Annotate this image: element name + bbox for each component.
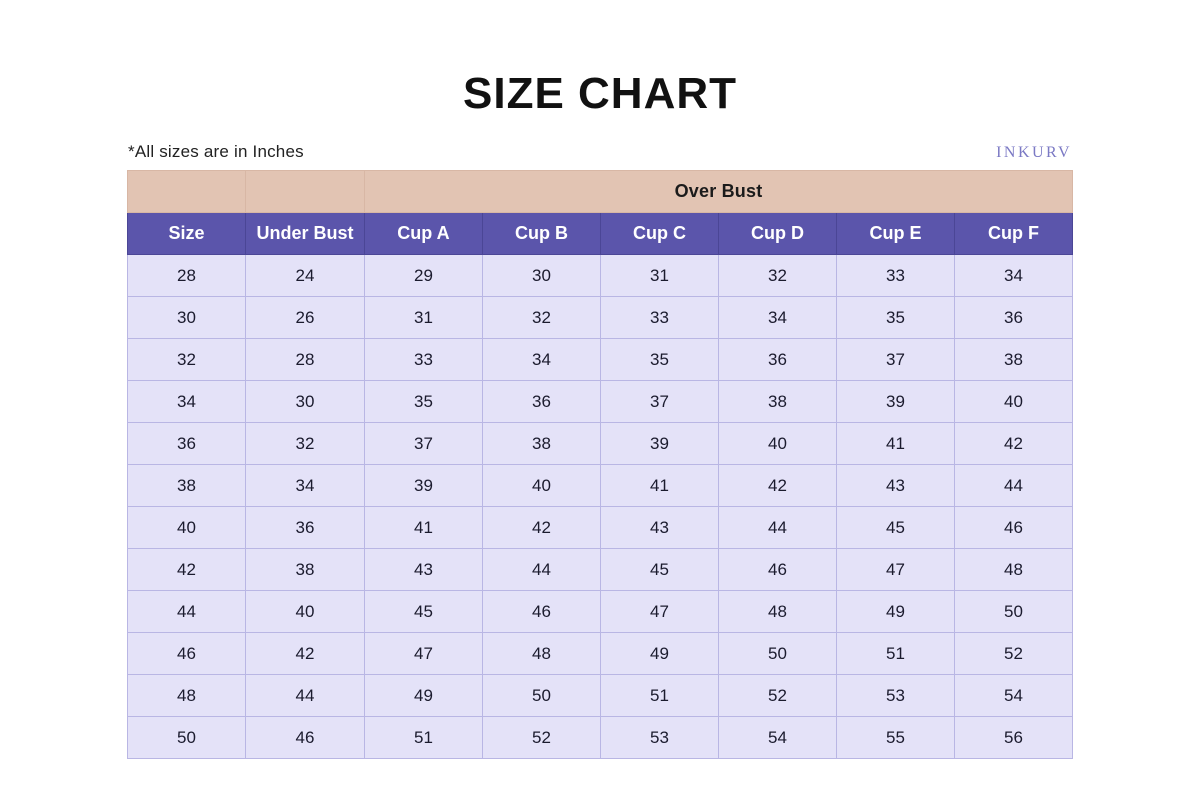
- page-title: SIZE CHART: [463, 69, 737, 118]
- cell-cup-f: 46: [954, 507, 1072, 549]
- cell-cup-c: 39: [600, 423, 718, 465]
- cell-cup-d: 46: [718, 549, 836, 591]
- cell-under-bust: 26: [245, 297, 364, 339]
- cell-cup-d: 54: [718, 717, 836, 759]
- cell-cup-a: 35: [364, 381, 482, 423]
- banner-blank-under-bust: [245, 171, 364, 213]
- cell-cup-d: 52: [718, 675, 836, 717]
- cell-cup-b: 32: [482, 297, 600, 339]
- cell-size: 46: [127, 633, 245, 675]
- cell-under-bust: 34: [245, 465, 364, 507]
- cell-under-bust: 42: [245, 633, 364, 675]
- cell-cup-b: 38: [482, 423, 600, 465]
- cell-cup-c: 43: [600, 507, 718, 549]
- size-chart-table: [127, 170, 1073, 759]
- cell-size: 36: [127, 423, 245, 465]
- cell-cup-a: 41: [364, 507, 482, 549]
- cell-cup-e: 45: [836, 507, 954, 549]
- units-note: *All sizes are in Inches: [128, 142, 304, 161]
- cell-cup-f: 50: [954, 591, 1072, 633]
- cell-cup-a: 39: [364, 465, 482, 507]
- cell-cup-e: 35: [836, 297, 954, 339]
- cell-cup-f: 38: [954, 339, 1072, 381]
- cell-cup-c: 49: [600, 633, 718, 675]
- cell-cup-d: 32: [718, 255, 836, 297]
- table-row: [127, 423, 1072, 465]
- cell-cup-d: 36: [718, 339, 836, 381]
- cell-under-bust: 30: [245, 381, 364, 423]
- column-header-cup-b: Cup B: [482, 213, 600, 255]
- table-row: [127, 339, 1072, 381]
- cell-size: 40: [127, 507, 245, 549]
- column-header-cup-c: Cup C: [600, 213, 718, 255]
- cell-cup-d: 42: [718, 465, 836, 507]
- cell-cup-f: 48: [954, 549, 1072, 591]
- cell-cup-e: 51: [836, 633, 954, 675]
- banner-blank-size: [127, 171, 245, 213]
- cell-cup-b: 48: [482, 633, 600, 675]
- cell-size: 32: [127, 339, 245, 381]
- table-row: [127, 381, 1072, 423]
- cell-cup-b: 44: [482, 549, 600, 591]
- cell-under-bust: 32: [245, 423, 364, 465]
- cell-cup-d: 48: [718, 591, 836, 633]
- cell-cup-f: 42: [954, 423, 1072, 465]
- cell-cup-c: 37: [600, 381, 718, 423]
- table-row: [127, 675, 1072, 717]
- cell-cup-c: 45: [600, 549, 718, 591]
- cell-cup-b: 52: [482, 717, 600, 759]
- cell-cup-c: 51: [600, 675, 718, 717]
- cell-cup-f: 44: [954, 465, 1072, 507]
- cell-cup-f: 54: [954, 675, 1072, 717]
- table-row: [127, 255, 1072, 297]
- cell-cup-a: 49: [364, 675, 482, 717]
- table-row: [127, 297, 1072, 339]
- cell-cup-c: 47: [600, 591, 718, 633]
- table-row: [127, 633, 1072, 675]
- cell-cup-e: 49: [836, 591, 954, 633]
- banner-row: [127, 171, 1072, 213]
- cell-cup-b: 34: [482, 339, 600, 381]
- cell-cup-b: 46: [482, 591, 600, 633]
- cell-cup-e: 37: [836, 339, 954, 381]
- cell-cup-a: 37: [364, 423, 482, 465]
- cell-under-bust: 40: [245, 591, 364, 633]
- cell-cup-e: 41: [836, 423, 954, 465]
- table-row: [127, 549, 1072, 591]
- table-row: [127, 591, 1072, 633]
- cell-cup-a: 33: [364, 339, 482, 381]
- cell-cup-f: 36: [954, 297, 1072, 339]
- cell-size: 30: [127, 297, 245, 339]
- cell-cup-e: 55: [836, 717, 954, 759]
- table-row: [127, 465, 1072, 507]
- cell-cup-c: 35: [600, 339, 718, 381]
- table-row: [127, 507, 1072, 549]
- cell-cup-a: 47: [364, 633, 482, 675]
- cell-size: 44: [127, 591, 245, 633]
- cell-under-bust: 46: [245, 717, 364, 759]
- cell-size: 50: [127, 717, 245, 759]
- cell-cup-c: 41: [600, 465, 718, 507]
- cell-cup-a: 31: [364, 297, 482, 339]
- cell-cup-b: 30: [482, 255, 600, 297]
- cell-cup-a: 43: [364, 549, 482, 591]
- cell-cup-d: 34: [718, 297, 836, 339]
- cell-cup-e: 53: [836, 675, 954, 717]
- cell-cup-b: 36: [482, 381, 600, 423]
- cell-cup-e: 39: [836, 381, 954, 423]
- cell-cup-a: 45: [364, 591, 482, 633]
- cell-size: 34: [127, 381, 245, 423]
- column-header-size: Size: [127, 213, 245, 255]
- cell-cup-e: 33: [836, 255, 954, 297]
- header-row: [127, 213, 1072, 255]
- column-header-cup-e: Cup E: [836, 213, 954, 255]
- cell-cup-b: 50: [482, 675, 600, 717]
- cell-under-bust: 38: [245, 549, 364, 591]
- column-header-cup-f: Cup F: [954, 213, 1072, 255]
- cell-cup-a: 51: [364, 717, 482, 759]
- column-header-cup-d: Cup D: [718, 213, 836, 255]
- cell-under-bust: 36: [245, 507, 364, 549]
- cell-cup-a: 29: [364, 255, 482, 297]
- cell-cup-d: 38: [718, 381, 836, 423]
- cell-cup-c: 53: [600, 717, 718, 759]
- cell-size: 42: [127, 549, 245, 591]
- cell-size: 28: [127, 255, 245, 297]
- column-header-under-bust: Under Bust: [245, 213, 364, 255]
- table-row: [127, 717, 1072, 759]
- cell-cup-f: 52: [954, 633, 1072, 675]
- cell-under-bust: 28: [245, 339, 364, 381]
- cell-cup-e: 47: [836, 549, 954, 591]
- cell-cup-b: 42: [482, 507, 600, 549]
- cell-cup-f: 34: [954, 255, 1072, 297]
- table-head: [127, 171, 1072, 255]
- cell-under-bust: 44: [245, 675, 364, 717]
- cell-cup-b: 40: [482, 465, 600, 507]
- table-body: [127, 255, 1072, 759]
- column-header-cup-a: Cup A: [364, 213, 482, 255]
- cell-cup-f: 56: [954, 717, 1072, 759]
- cell-cup-d: 50: [718, 633, 836, 675]
- cell-cup-d: 44: [718, 507, 836, 549]
- cell-cup-e: 43: [836, 465, 954, 507]
- cell-under-bust: 24: [245, 255, 364, 297]
- cell-cup-f: 40: [954, 381, 1072, 423]
- banner-over-bust: Over Bust: [364, 171, 1072, 213]
- brand-logo: INKURV: [996, 144, 1072, 161]
- cell-size: 48: [127, 675, 245, 717]
- subheader-row: [128, 116, 1072, 170]
- cell-cup-c: 31: [600, 255, 718, 297]
- cell-size: 38: [127, 465, 245, 507]
- cell-cup-d: 40: [718, 423, 836, 465]
- cell-cup-c: 33: [600, 297, 718, 339]
